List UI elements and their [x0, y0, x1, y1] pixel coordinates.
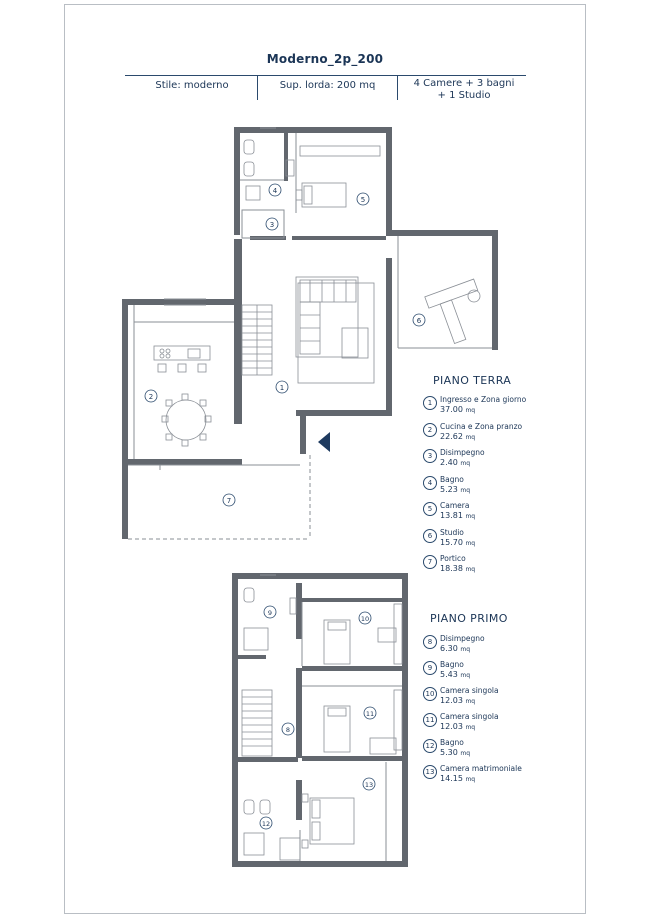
legend-room-area — [440, 670, 470, 679]
legend-room-name: Studio — [440, 527, 464, 537]
first-floor-plan — [232, 573, 408, 867]
legend-item — [423, 395, 553, 419]
room-marker-1: 1 — [279, 384, 285, 392]
legend-room-area — [440, 405, 475, 414]
area-label: Sup. lorda: 200 mq — [279, 80, 376, 91]
ground-floor-legend-title: PIANO TERRA — [433, 374, 512, 387]
legend-area-unit: mq — [460, 646, 471, 653]
legend-item — [423, 528, 553, 552]
room-marker-7: 7 — [226, 497, 232, 505]
legend-item — [423, 712, 553, 736]
legend-area-unit: mq — [460, 460, 471, 467]
legend-area-value: 12.03 — [440, 722, 466, 731]
legend-area-value: 22.62 — [440, 431, 466, 441]
legend-room-name: Disimpegno — [440, 448, 485, 457]
legend-room-name: Ingresso e Zona giorno — [440, 395, 527, 404]
living-furniture — [296, 277, 374, 383]
porch-outline — [128, 455, 310, 539]
legend-item — [423, 660, 553, 684]
legend-room-area — [440, 722, 475, 731]
room-marker-2: 2 — [148, 393, 154, 401]
legend-area-value: 13.81 — [440, 511, 466, 520]
legend-room-name: Disimpegno — [440, 634, 485, 643]
legend-area-value: 5.43 — [440, 670, 461, 679]
legend-number: 12 — [423, 739, 437, 753]
legend-room-area — [440, 538, 475, 547]
study-furniture — [425, 279, 492, 348]
room-marker-4: 4 — [272, 187, 278, 195]
legend-area-unit: mq — [465, 724, 476, 731]
legend-area-unit: mq — [465, 513, 476, 520]
legend-room-name: Bagno — [440, 738, 464, 747]
legend-item — [423, 501, 553, 525]
legend-number: 8 — [423, 635, 437, 649]
rooms-line-1: 4 Camere + 3 bagni — [413, 78, 515, 89]
legend-area-value: 5.23 — [440, 484, 461, 494]
first-floor-partitions — [260, 575, 402, 861]
room-marker-6: 6 — [416, 317, 422, 325]
legend-room-name: Portico — [440, 554, 466, 563]
room-marker-12: 12 — [261, 820, 271, 828]
legend-room-area — [440, 485, 470, 494]
legend-area-value: 37.00 — [440, 405, 466, 414]
entrance-arrow-icon — [318, 432, 330, 452]
room-marker-10: 10 — [360, 615, 370, 623]
legend-area-value: 18.38 — [440, 564, 466, 573]
legend-room-name: Cucina e Zona pranzo — [440, 421, 523, 431]
legend-item — [423, 422, 553, 446]
legend-item — [423, 448, 553, 472]
legend-room-area — [440, 748, 470, 757]
legend-number: 13 — [423, 765, 437, 779]
legend-room-area — [440, 511, 475, 520]
legend-room-area — [440, 458, 470, 467]
room-marker-3: 3 — [269, 221, 275, 229]
legend-area-value: 5.30 — [440, 748, 461, 757]
legend-number: 1 — [423, 396, 437, 410]
room-marker-5: 5 — [360, 196, 366, 204]
legend-area-value: 14.15 — [440, 774, 466, 783]
legend-room-area — [440, 774, 475, 783]
legend-area-value: 2.40 — [440, 458, 461, 467]
room-marker-11: 11 — [365, 710, 375, 718]
legend-item — [423, 554, 553, 578]
room-marker-9: 9 — [267, 609, 273, 617]
legend-room-area — [440, 696, 475, 705]
legend-number: 7 — [423, 555, 437, 569]
legend-area-unit: mq — [460, 672, 471, 679]
room-marker-13: 13 — [364, 781, 374, 789]
legend-room-name: Bagno — [440, 474, 464, 484]
room-marker-8: 8 — [285, 726, 291, 734]
legend-number: 4 — [423, 476, 437, 490]
plan-title: Moderno_2p_200 — [266, 52, 384, 66]
first-stairs — [242, 690, 272, 756]
legend-room-name: Camera singola — [440, 686, 499, 695]
legend-area-unit: mq — [460, 750, 471, 757]
legend-item — [423, 475, 553, 499]
style-label: Stile: moderno — [155, 80, 229, 91]
legend-item — [423, 738, 553, 762]
legend-number: 6 — [423, 529, 437, 543]
legend-number: 11 — [423, 713, 437, 727]
kitchen-furniture — [154, 346, 211, 446]
rooms-line-2: + 1 Studio — [437, 90, 491, 101]
legend-room-name: Bagno — [440, 660, 464, 669]
legend-number: 5 — [423, 502, 437, 516]
legend-room-area — [440, 644, 470, 653]
legend-area-value: 15.70 — [440, 537, 466, 547]
legend-area-value: 6.30 — [440, 644, 461, 653]
legend-number: 10 — [423, 687, 437, 701]
legend-item — [423, 686, 553, 710]
legend-area-unit: mq — [465, 698, 476, 705]
first-bathroom-fixtures — [244, 588, 296, 855]
legend-area-unit: mq — [465, 566, 476, 573]
legend-item — [423, 634, 553, 658]
legend-area-unit: mq — [465, 776, 476, 783]
first-room-markers — [260, 606, 376, 829]
legend-number: 2 — [423, 423, 437, 437]
legend-item — [423, 764, 553, 788]
legend-room-area — [440, 432, 475, 441]
first-floor-legend-title: PIANO PRIMO — [430, 612, 508, 625]
legend-area-unit: mq — [460, 486, 471, 494]
legend-room-area — [440, 564, 475, 573]
ground-room-markers — [145, 184, 425, 506]
legend-area-value: 12.03 — [440, 696, 466, 705]
legend-number: 3 — [423, 449, 437, 463]
ground-stairs — [242, 305, 272, 375]
legend-area-unit: mq — [465, 433, 476, 441]
legend-room-name: Camera — [440, 501, 470, 510]
legend-number: 9 — [423, 661, 437, 675]
legend-area-unit: mq — [465, 407, 476, 414]
legend-area-unit: mq — [465, 539, 476, 547]
legend-room-name: Camera singola — [440, 712, 499, 721]
legend-room-name: Camera matrimoniale — [440, 764, 522, 773]
